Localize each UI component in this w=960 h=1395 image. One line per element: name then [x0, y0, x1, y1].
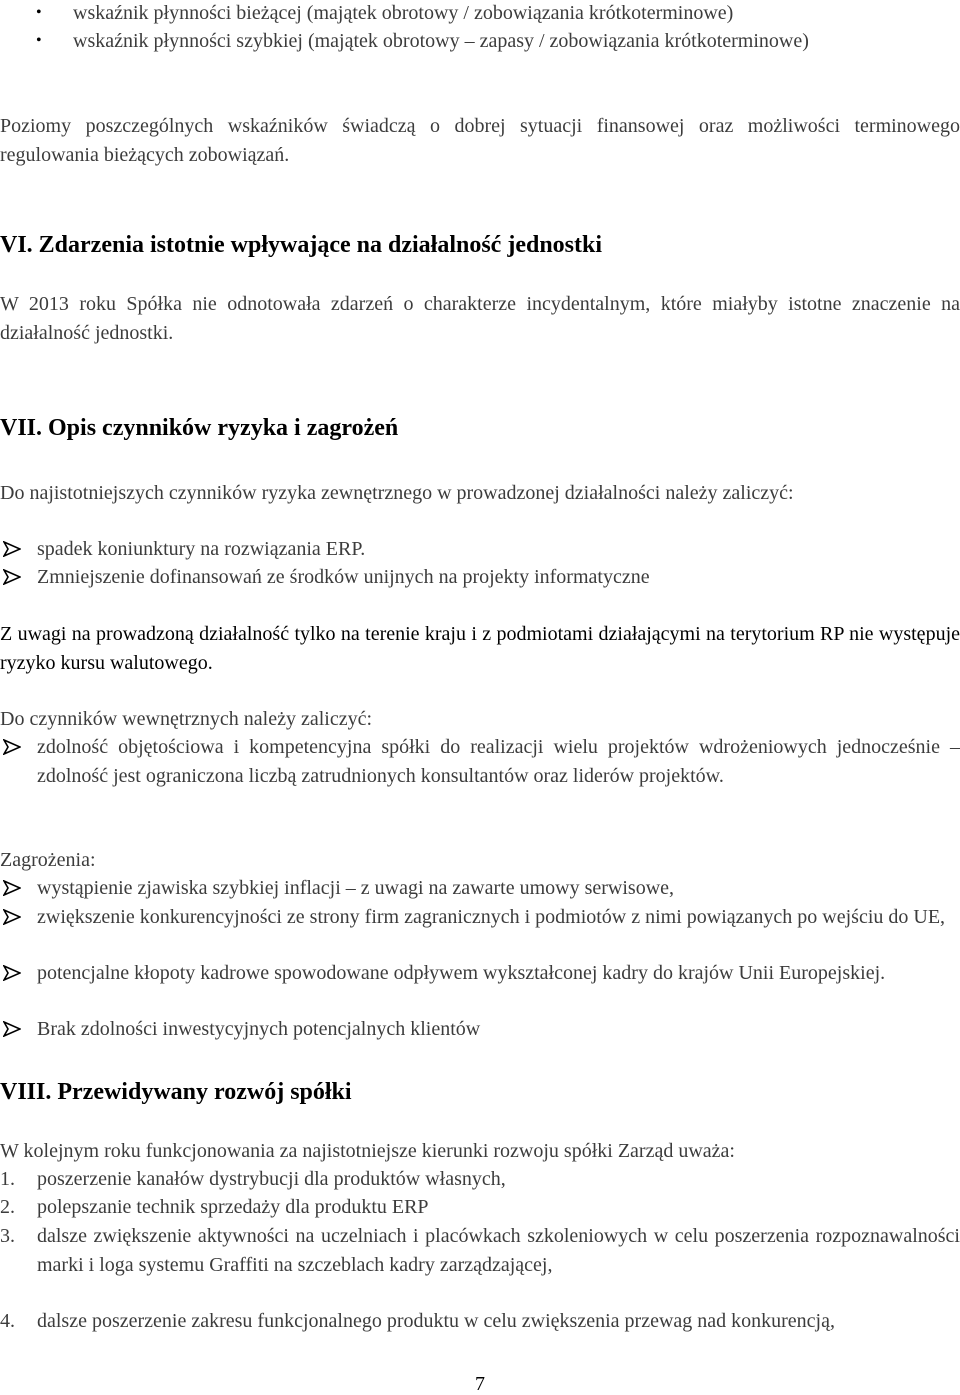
item-number: 2.	[0, 1196, 15, 1218]
item-number: 3.	[0, 1225, 15, 1247]
section-paragraph: Do najistotniejszych czynników ryzyka zewnętrznego w prowadzonej działalności należy zaliczyć:	[0, 482, 794, 504]
page-number: 7	[475, 1373, 485, 1395]
list-item-text: poszerzenie kanałów dystrybucji dla produktów własnych,	[37, 1168, 506, 1190]
section-paragraph: Z uwagi na prowadzoną działalność tylko na terenie kraju i z podmiotami działającymi na terytorium RP nie występuje ryzyko kursu walutowego.	[0, 623, 960, 674]
list-item-text: wskaźnik płynności bieżącej (majątek obrotowy / zobowiązania krótkoterminowe)	[73, 2, 734, 24]
list-item-text: wystąpienie zjawiska szybkiej inflacji – z uwagi na zawarte umowy serwisowe,	[37, 877, 675, 899]
list-item-text: dalsze poszerzenie zakresu funkcjonalnego produktu w celu zwiększenia przewag nad konkurencją,	[37, 1310, 835, 1332]
section-heading: VIII. Przewidywany rozwój spółki	[0, 1079, 352, 1105]
list-item	[0, 563, 960, 592]
section-paragraph: Do czynników wewnętrznych należy zaliczyć:	[0, 708, 373, 730]
list-item	[0, 733, 960, 790]
list-item-text: potencjalne kłopoty kadrowe spowodowane odpływem wykształconej kadry do krajów Unii Europejskiej.	[37, 962, 886, 984]
item-number: 4.	[0, 1310, 15, 1332]
list-item-text: dalsze zwiększenie aktywności na uczelniach i placówkach szkoleniowych w celu poszerzenia rozpoznawalności marki i loga systemu Graffiti na szczeblach kadry zarządzającej,	[37, 1225, 960, 1276]
section-heading: VI. Zdarzenia istotnie wpływające na działalność jednostki	[0, 232, 603, 258]
list-item	[0, 535, 960, 564]
section-paragraph: W 2013 roku Spółka nie odnotowała zdarzeń o charakterze incydentalnym, które miałyby istotne znaczenie na działalność jednostki.	[0, 293, 960, 344]
list-item-text: zwiększenie konkurencyjności ze strony firm zagranicznych i podmiotów z nimi powiązanych po wejściu do UE,	[37, 906, 946, 928]
section-paragraph: W kolejnym roku funkcjonowania za najistotniejsze kierunki rozwoju spółki Zarząd uważa:	[0, 1140, 735, 1162]
list-item	[0, 959, 960, 988]
list-item	[0, 874, 960, 903]
list-item	[0, 903, 960, 932]
bullet-icon: •	[36, 32, 42, 49]
list-item-text: spadek koniunktury na rozwiązania ERP.	[37, 538, 366, 560]
bullet-icon: •	[36, 4, 42, 21]
list-item-text: wskaźnik płynności szybkiej (majątek obrotowy – zapasy / zobowiązania krótkoterminowe)	[73, 30, 809, 52]
section-heading: VII. Opis czynników ryzyka i zagrożeń	[0, 415, 399, 441]
numbered-item	[0, 1165, 960, 1194]
item-number: 1.	[0, 1168, 15, 1190]
list-item-text: polepszanie technik sprzedaży dla produktu ERP	[37, 1196, 429, 1218]
list-item-text: zdolność objętościowa i kompetencyjna spółki do realizacji wielu projektów wdrożeniowych jednocześnie – zdolność jest ograniczona liczbą zatrudnionych konsultantów oraz liderów projektów.	[37, 736, 960, 787]
list-item-text: Zmniejszenie dofinansowań ze środków unijnych na projekty informatyczne	[37, 566, 650, 588]
list-item-text: Brak zdolności inwestycyjnych potencjalnych klientów	[37, 1018, 481, 1040]
numbered-item	[0, 1307, 960, 1336]
list-item	[0, 1015, 960, 1044]
list-item	[0, 27, 960, 56]
section-paragraph: Zagrożenia:	[0, 849, 96, 871]
intro-paragraph: Poziomy poszczególnych wskaźników świadczą o dobrej sytuacji finansowej oraz możliwości terminowego regulowania bieżących zobowiązań.	[0, 115, 960, 166]
list-item	[0, 0, 960, 28]
numbered-item	[0, 1222, 960, 1279]
numbered-item	[0, 1193, 960, 1222]
